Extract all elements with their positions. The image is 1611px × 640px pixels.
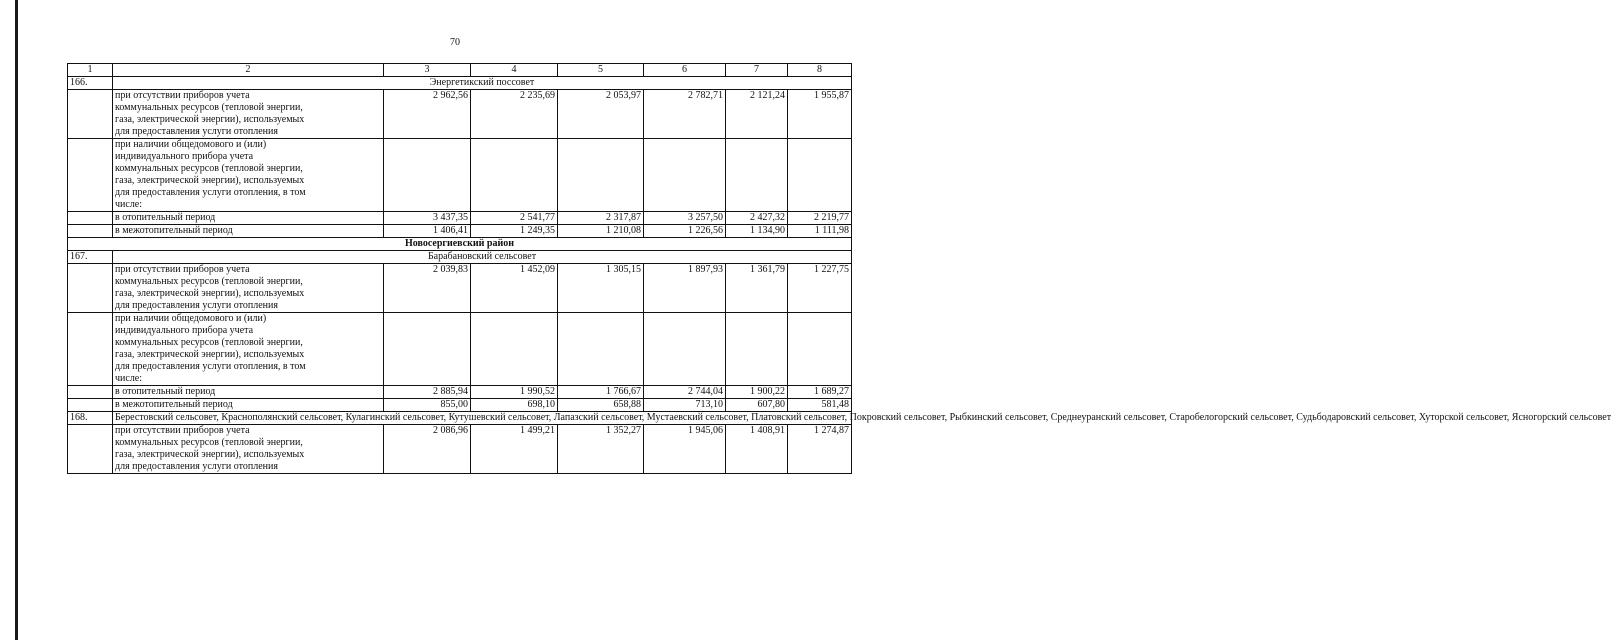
value-cell: 1 689,27 (788, 386, 852, 399)
column-header: 4 (471, 64, 558, 77)
description-line: в отопительный период (115, 212, 216, 223)
description-line: коммунальных ресурсов (тепловой энергии, (115, 276, 303, 287)
value-cell: 1 226,56 (644, 225, 726, 238)
section-row (68, 251, 852, 264)
value-cell: 1 210,08 (558, 225, 644, 238)
value-cell: 1 945,06 (644, 425, 726, 474)
table-row (68, 90, 852, 139)
description-line: газа, электрической энергии), используемых (115, 449, 305, 460)
value-cell: 1 361,79 (726, 264, 788, 313)
row-number (68, 386, 113, 399)
description-line: индивидуального прибора учета (115, 325, 254, 336)
section-title: Берестовский сельсовет, Краснополянский сельсовет, Кулагинский сельсовет, Кутушевский сельсовет, Лапазский сельсовет, Мустаевский сельсовет, Платовский сельсовет, Покровский сельсовет, Рыбкинский сельсовет, Среднеуранский сельсовет, Старобелогорский сельсовет, Судьбодаровский сельсовет, Хуторской сельсовет, Ясногорский сельсовет (113, 412, 852, 425)
row-description (113, 212, 384, 225)
value-cell: 2 053,97 (558, 90, 644, 139)
description-line: для предоставления услуги отопления (115, 300, 278, 311)
value-cell: 1 499,21 (471, 425, 558, 474)
value-cell: 713,10 (644, 399, 726, 412)
row-description (113, 399, 384, 412)
description-line: коммунальных ресурсов (тепловой энергии, (115, 102, 303, 113)
table-row (68, 313, 852, 386)
value-cell: 1 111,98 (788, 225, 852, 238)
value-cell (384, 139, 471, 212)
row-description (113, 425, 384, 474)
description-line: в межотопительный период (115, 399, 233, 410)
description-line: при наличии общедомового и (или) (115, 139, 267, 150)
table-row (68, 386, 852, 399)
header-row (68, 64, 852, 77)
value-cell: 1 766,67 (558, 386, 644, 399)
district-title: Новосергиевский район (68, 238, 852, 251)
row-description (113, 313, 384, 386)
description-line: коммунальных ресурсов (тепловой энергии, (115, 337, 303, 348)
value-cell: 1 227,75 (788, 264, 852, 313)
section-title: Энергетикский поссовет (113, 77, 852, 90)
description-line: коммунальных ресурсов (тепловой энергии, (115, 437, 303, 448)
row-description (113, 139, 384, 212)
value-cell: 2 039,83 (384, 264, 471, 313)
tariff-table (67, 63, 1611, 474)
row-number (68, 399, 113, 412)
value-cell: 607,80 (726, 399, 788, 412)
value-cell: 2 427,32 (726, 212, 788, 225)
value-cell: 2 744,04 (644, 386, 726, 399)
value-cell (558, 313, 644, 386)
district-row (68, 238, 852, 251)
table-row (68, 212, 852, 225)
row-number: 167. (68, 251, 113, 264)
value-cell (788, 313, 852, 386)
value-cell: 1 352,27 (558, 425, 644, 474)
value-cell: 1 249,35 (471, 225, 558, 238)
value-cell (558, 139, 644, 212)
description-line: газа, электрической энергии), используемых (115, 114, 305, 125)
table-row (68, 425, 852, 474)
value-cell: 1 134,90 (726, 225, 788, 238)
value-cell: 2 782,71 (644, 90, 726, 139)
description-line: при отсутствии приборов учета (115, 425, 250, 436)
scan-edge-shadow (15, 0, 18, 640)
column-header: 2 (113, 64, 384, 77)
value-cell (788, 139, 852, 212)
value-cell: 3 437,35 (384, 212, 471, 225)
description-line: числе: (115, 199, 143, 210)
description-line: для предоставления услуги отопления (115, 461, 278, 472)
row-description (113, 225, 384, 238)
description-line: для предоставления услуги отопления, в том (115, 361, 306, 372)
value-cell: 1 274,87 (788, 425, 852, 474)
section-row (68, 412, 852, 425)
value-cell (726, 313, 788, 386)
value-cell: 1 897,93 (644, 264, 726, 313)
column-header: 6 (644, 64, 726, 77)
column-header: 8 (788, 64, 852, 77)
value-cell (644, 313, 726, 386)
table-body (68, 77, 1611, 474)
row-number (68, 90, 113, 139)
description-line: для предоставления услуги отопления, в том (115, 187, 306, 198)
value-cell: 1 990,52 (471, 386, 558, 399)
description-line: числе: (115, 373, 143, 384)
value-cell: 2 086,96 (384, 425, 471, 474)
description-line: при отсутствии приборов учета (115, 90, 250, 101)
value-cell (726, 139, 788, 212)
row-description (113, 90, 384, 139)
value-cell: 581,48 (788, 399, 852, 412)
description-line: газа, электрической энергии), используемых (115, 175, 305, 186)
value-cell: 2 121,24 (726, 90, 788, 139)
page-number: 70 (450, 37, 460, 48)
value-cell: 1 452,09 (471, 264, 558, 313)
value-cell: 2 885,94 (384, 386, 471, 399)
value-cell (471, 139, 558, 212)
value-cell: 1 408,91 (726, 425, 788, 474)
table-row (68, 399, 852, 412)
value-cell: 1 955,87 (788, 90, 852, 139)
value-cell: 1 406,41 (384, 225, 471, 238)
value-cell: 1 900,22 (726, 386, 788, 399)
value-cell: 698,10 (471, 399, 558, 412)
row-description (113, 386, 384, 399)
description-line: газа, электрической энергии), используемых (115, 288, 305, 299)
row-number (68, 425, 113, 474)
table-row (68, 264, 852, 313)
row-number (68, 264, 113, 313)
value-cell (471, 313, 558, 386)
description-line: при наличии общедомового и (или) (115, 313, 267, 324)
description-line: для предоставления услуги отопления (115, 126, 278, 137)
description-line: индивидуального прибора учета (115, 151, 254, 162)
value-cell (644, 139, 726, 212)
column-header: 7 (726, 64, 788, 77)
column-header: 1 (68, 64, 113, 77)
value-cell: 2 541,77 (471, 212, 558, 225)
table-row (68, 139, 852, 212)
row-number (68, 313, 113, 386)
column-header: 3 (384, 64, 471, 77)
description-line: в отопительный период (115, 386, 216, 397)
value-cell (384, 313, 471, 386)
value-cell: 1 305,15 (558, 264, 644, 313)
row-number (68, 225, 113, 238)
value-cell: 855,00 (384, 399, 471, 412)
section-title: Барабановский сельсовет (113, 251, 852, 264)
row-number (68, 212, 113, 225)
row-number: 168. (68, 412, 113, 425)
value-cell: 2 219,77 (788, 212, 852, 225)
row-number: 166. (68, 77, 113, 90)
description-line: в межотопительный период (115, 225, 233, 236)
value-cell: 3 257,50 (644, 212, 726, 225)
row-description (113, 264, 384, 313)
description-line: коммунальных ресурсов (тепловой энергии, (115, 163, 303, 174)
value-cell: 658,88 (558, 399, 644, 412)
row-number (68, 139, 113, 212)
table-row (68, 225, 852, 238)
description-line: при отсутствии приборов учета (115, 264, 250, 275)
description-line: газа, электрической энергии), используемых (115, 349, 305, 360)
value-cell: 2 317,87 (558, 212, 644, 225)
value-cell: 2 962,56 (384, 90, 471, 139)
value-cell: 2 235,69 (471, 90, 558, 139)
column-header: 5 (558, 64, 644, 77)
section-row (68, 77, 852, 90)
